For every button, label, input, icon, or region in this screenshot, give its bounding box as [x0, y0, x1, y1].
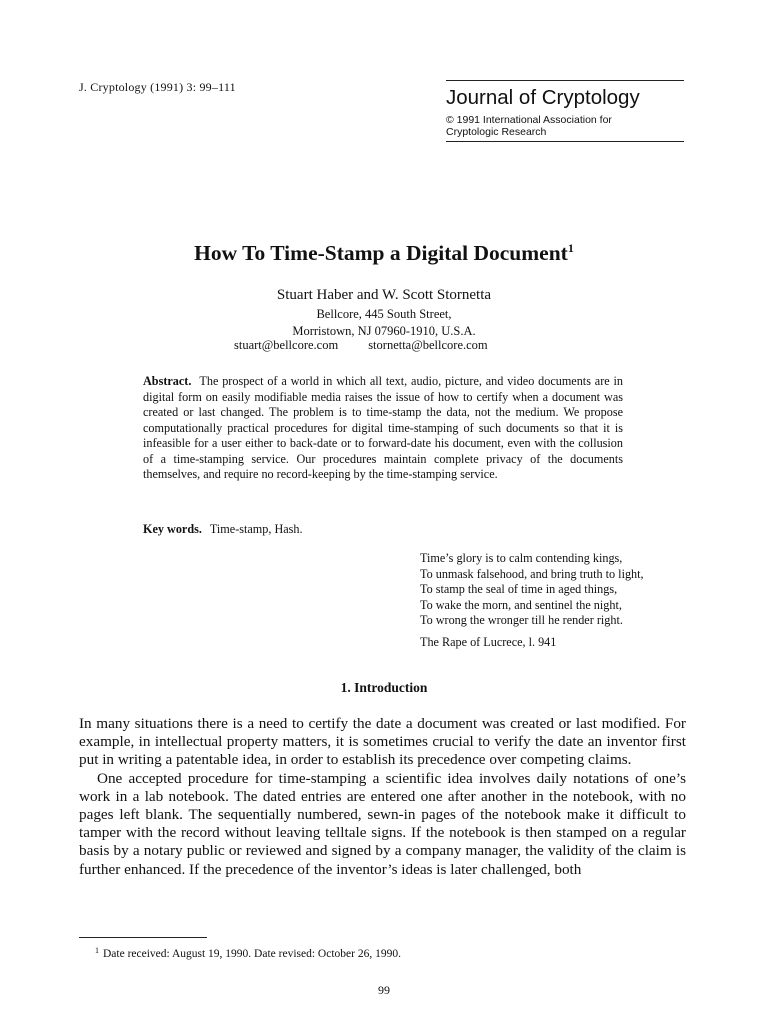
- affiliation-line-1: Bellcore, 445 South Street,: [316, 307, 452, 321]
- copyright-line-2: Cryptologic Research: [446, 125, 547, 138]
- keywords: [143, 522, 303, 537]
- abstract: [143, 374, 623, 483]
- keywords-text: Time-stamp, Hash.: [209, 522, 303, 536]
- paper-authors: Stuart Haber and W. Scott Stornetta: [276, 287, 492, 303]
- masthead-bottom-rule: [446, 141, 684, 142]
- title-footnote-mark: 1: [567, 241, 574, 255]
- body-text: [79, 715, 686, 879]
- author-emails: [234, 338, 488, 353]
- footnote: [95, 946, 401, 960]
- journal-name: Journal of Cryptology: [446, 86, 640, 109]
- body-paragraph: One accepted procedure for time-stamping a scientific idea involves daily notations of one’s work in a lab notebook. The dated entries are entered one after another in the notebook, with no pages left blank. The sequentially numbered, sewn-in pages of the notebook make it difficult to tamper with the record without leaving telltale signs. If the notebook is then stamped on a regular basis by a notary public or reviewed and signed by a company manager, the validity of the claim is further enhanced. If the precedence of the inventor’s ideas is later challenged, both: [79, 769, 686, 878]
- journal-citation: J. Cryptology (1991) 3: 99–111: [79, 80, 236, 94]
- body-paragraph: In many situations there is a need to certify the date a document was created or last modified. For example, in intellectual property matters, it is sometimes crucial to verify the date an inventor first put in writing a patentable idea, in order to establish its precedence over competing claims.: [79, 715, 686, 769]
- epigraph-line: To unmask falsehood, and bring truth to light,: [420, 566, 644, 581]
- copyright-line-1: © 1991 International Association for: [446, 114, 612, 126]
- journal-masthead: [446, 80, 684, 142]
- epigraph-source: The Rape of Lucrece, l. 941: [420, 634, 557, 649]
- epigraph: [420, 551, 644, 650]
- footnote-text: Date received: August 19, 1990. Date revised: October 26, 1990.: [103, 948, 401, 960]
- paper-title: [0, 241, 768, 266]
- epigraph-line: Time’s glory is to calm contending kings,: [420, 551, 623, 565]
- epigraph-line: To wrong the wronger till he render right.: [420, 613, 623, 627]
- section-heading: 1. Introduction: [340, 680, 428, 695]
- epigraph-line: To wake the morn, and sentinel the night,: [420, 597, 622, 612]
- footnote-rule: [79, 937, 207, 938]
- copyright-notice: [446, 115, 684, 138]
- epigraph-line: To stamp the seal of time in aged things,: [420, 582, 618, 596]
- page-number: 99: [378, 983, 390, 997]
- affiliation-line-2: Morristown, NJ 07960-1910, U.S.A.: [292, 323, 476, 338]
- keywords-label: Key words.: [143, 522, 202, 536]
- abstract-text: The prospect of a world in which all text, audio, picture, and video documents are in digital form on easily modifiable media raises the issue of how to certify when a document was created or last changed. The problem is to time-stamp the data, not the medium. We propose computationally practical procedures for digital time-stamping of such documents so that it is infeasible for a user either to back-date or to forward-date his document, even with the collusion of a time-stamping service. Our procedures maintain complete privacy of the documents themselves, and require no record-keeping by the time-stamping service.: [143, 374, 623, 481]
- abstract-label: Abstract.: [143, 374, 192, 388]
- author-affiliation: [0, 306, 768, 339]
- footnote-mark: 1: [95, 946, 99, 955]
- masthead-top-rule: [446, 80, 684, 81]
- author-email-2: stornetta@bellcore.com: [368, 338, 488, 352]
- paper-title-text: How To Time-Stamp a Digital Document: [194, 241, 568, 265]
- author-email-1: stuart@bellcore.com: [234, 338, 339, 352]
